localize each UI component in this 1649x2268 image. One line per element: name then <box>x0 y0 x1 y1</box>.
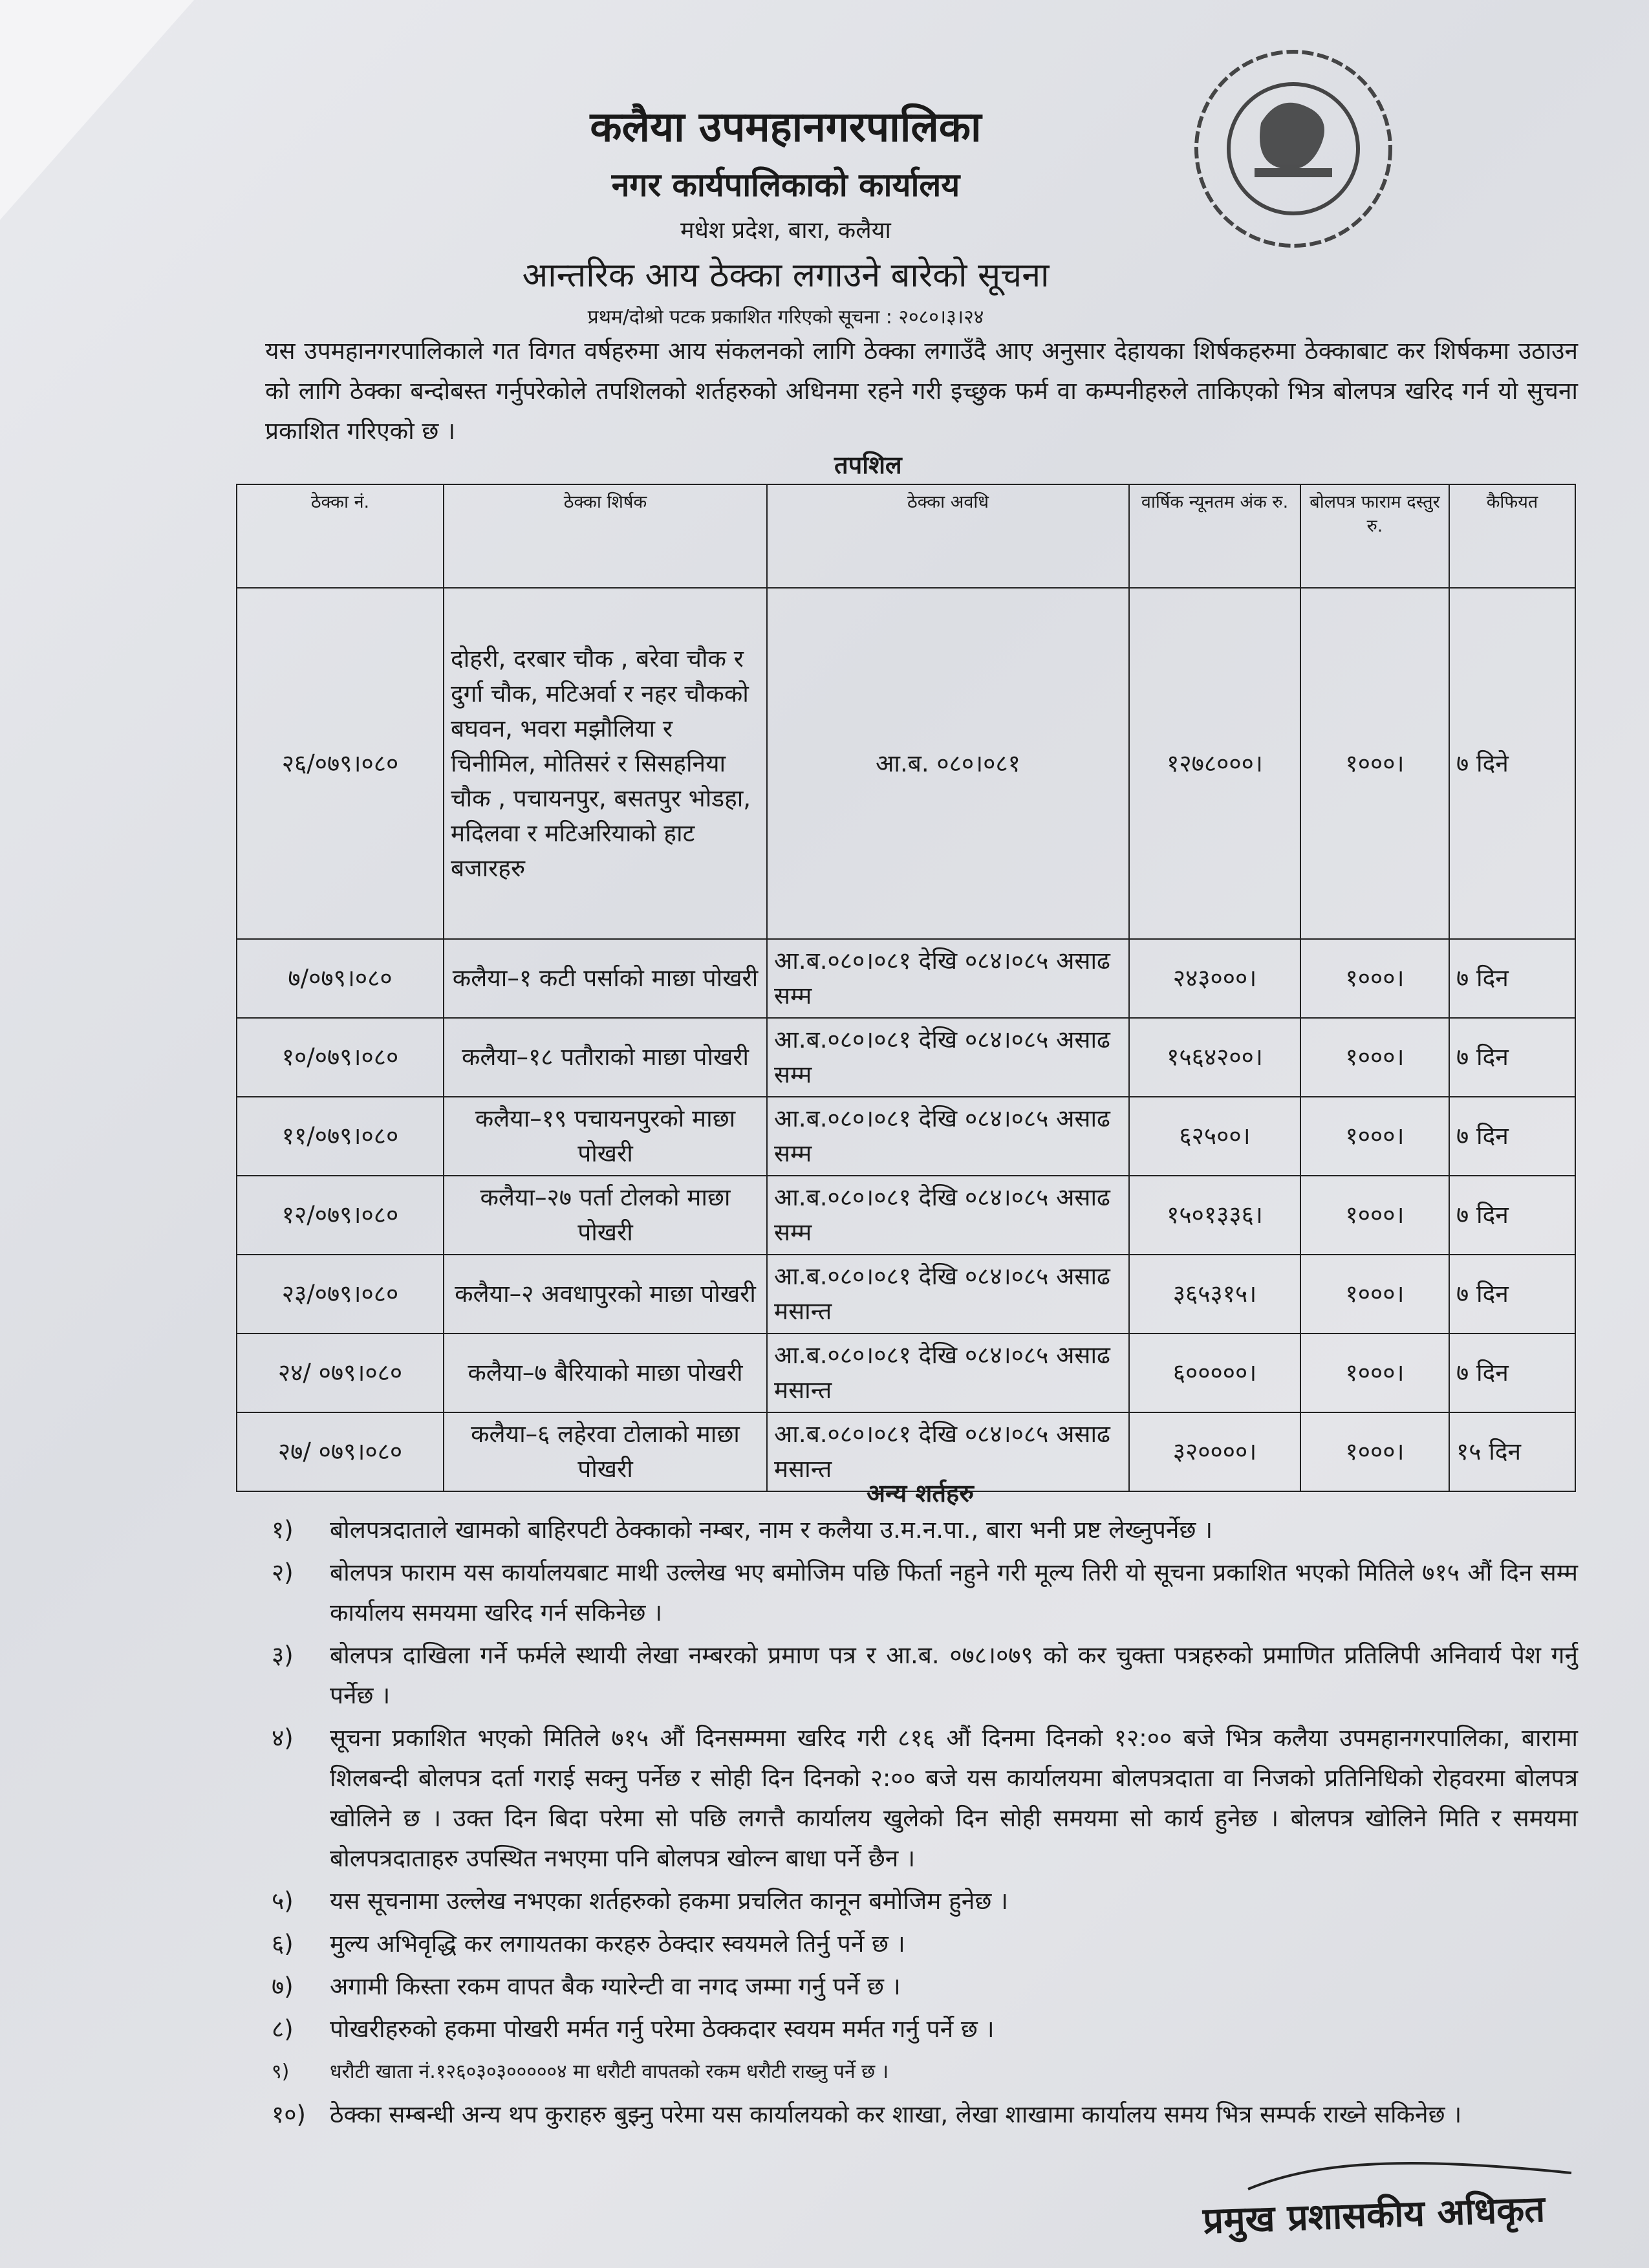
item-text: धरौटी खाता नं.१२६०३०३०००००४ मा धरौटी वापतको रकम धरौटी राख्नु पर्ने छ । <box>330 2060 889 2083</box>
tender-table <box>236 484 1576 1492</box>
cell-remarks: १५ दिन <box>1449 1412 1575 1491</box>
cell-contract-period: आ.ब.०८०।०८१ देखि ०८४।०८५ असाढ सम्म <box>767 939 1129 1018</box>
table-row <box>237 1176 1575 1255</box>
cell-contract-period: आ.ब.०८०।०८१ देखि ०८४।०८५ असाढ सम्म <box>767 1097 1129 1176</box>
cell-remarks: ७ दिन <box>1449 1176 1575 1255</box>
cell-contract-period: आ.ब.०८०।०८१ देखि ०८४।०८५ असाढ मसान्त <box>767 1255 1129 1334</box>
notice-heading: आन्तरिक आय ठेक्का लगाउने बारेको सूचना <box>522 256 1050 295</box>
table-row <box>237 939 1575 1018</box>
list-item <box>272 1881 1578 1921</box>
table-row <box>237 1097 1575 1176</box>
cell-remarks: ७ दिन <box>1449 1255 1575 1334</box>
item-text: यस सूचनामा उल्लेख नभएका शर्तहरुको हकमा प्रचलित कानून बमोजिम हुनेछ । <box>330 1887 1009 1915</box>
item-number: ९) <box>272 2060 290 2083</box>
item-text: बोलपत्र दाखिला गर्ने फर्मले स्थायी लेखा नम्बरको प्रमाण पत्र र आ.ब. ०७८।०७९ को कर चुक्ता पत्रहरुको प्रमाणित प्रतिलिपी अनिवार्य पेश गर्नु पर्नेछ । <box>330 1641 1578 1709</box>
cell-contract-no: २७/ ०७९।०८० <box>237 1412 444 1491</box>
cell-contract-no: २३/०७९।०८० <box>237 1255 444 1334</box>
publication-info: प्रथम/दोश्रो पटक प्रकाशित गरिएको सूचना : २०८०।३।२४ <box>587 306 984 329</box>
cell-contract-title: कलैया–१९ पचायनपुरको माछा पोखरी <box>444 1097 767 1176</box>
cell-contract-period: आ.ब. ०८०।०८१ <box>767 588 1129 939</box>
header-contract-title: ठेक्का शिर्षक <box>444 484 767 588</box>
conditions-list <box>272 1510 1578 2137</box>
header-contract-no: ठेक्का नं. <box>237 484 444 588</box>
item-text: सूचना प्रकाशित भएको मितिले ७१५ औं दिनसम्ममा खरिद गरी ८१६ औं दिनमा दिनको १२:०० बजे भित्र कलैया उपमहानगरपालिका, बारामा शिलबन्दी बोलपत्र दर्ता गराई सक्नु पर्नेछ र सोही दिन दिनको २:०० बजे यस कार्यालयमा बोलपत्रदाता वा निजको प्रतिनिधिको रोहवरमा बोलपत्र खोलिने छ । उक्त दिन बिदा परेमा सो पछि लगत्तै कार्यालय खुलेको दिन सोही समयमा सो कार्य हुनेछ । बोलपत्र खोलिने मिति र समयमा बोलपत्रदाताहरु उपस्थित नभएमा पनि बोलपत्र खोल्न बाधा पर्ने छैन । <box>330 1724 1578 1872</box>
municipality-title: कलैया उपमहानगरपालिका <box>590 103 982 151</box>
cell-contract-title: कलैया–१ कटी पर्साको माछा पोखरी <box>444 939 767 1018</box>
list-item <box>272 1967 1578 2007</box>
item-number: ४) <box>272 1724 294 1752</box>
cell-form-fee: १०००। <box>1300 1255 1449 1334</box>
item-text: बोलपत्र फाराम यस कार्यालयबाट माथी उल्लेख भए बमोजिम पछि फिर्ता नहुने गरी मूल्य तिरी यो सूचना प्रकाशित भएको मितिले ७१५ औं दिन सम्म कार्यालय समयमा खरिद गर्न सकिनेछ । <box>330 1559 1578 1626</box>
list-item <box>272 2095 1578 2135</box>
cell-annual-minimum: ६२५००। <box>1129 1097 1300 1176</box>
header-remarks: कैफियत <box>1449 484 1575 588</box>
cell-contract-period: आ.ब.०८०।०८१ देखि ०८४।०८५ असाढ मसान्त <box>767 1412 1129 1491</box>
cell-annual-minimum: ६०००००। <box>1129 1334 1300 1412</box>
item-number: १०) <box>272 2101 306 2128</box>
item-number: ३) <box>272 1641 294 1669</box>
table-row <box>237 1255 1575 1334</box>
table-caption: तपशिल <box>834 451 902 479</box>
office-address: मधेश प्रदेश, बारा, कलैया <box>680 217 891 244</box>
table-row <box>237 1334 1575 1412</box>
cell-contract-no: २४/ ०७९।०८० <box>237 1334 444 1412</box>
signature-title: प्रमुख प्रशासकीय अधिकृत <box>1202 2187 1546 2243</box>
item-number: ८) <box>272 2015 294 2043</box>
cell-annual-minimum: ३२००००। <box>1129 1412 1300 1491</box>
list-item <box>272 1924 1578 1964</box>
list-item <box>272 1636 1578 1716</box>
item-text: अगामी किस्ता रकम वापत बैक ग्यारेन्टी वा नगद जम्मा गर्नु पर्ने छ । <box>330 1972 901 2000</box>
item-number: २) <box>272 1559 294 1586</box>
item-number: ६) <box>272 1930 294 1958</box>
cell-contract-title: कलैया–१८ पतौराको माछा पोखरी <box>444 1018 767 1097</box>
cell-contract-title: कलैया–२७ पर्ता टोलको माछा पोखरी <box>444 1176 767 1255</box>
list-item <box>272 2009 1578 2049</box>
cell-remarks: ७ दिन <box>1449 1018 1575 1097</box>
list-item <box>272 1718 1578 1879</box>
table-header-row <box>237 484 1575 588</box>
cell-contract-no: १०/०७९।०८० <box>237 1018 444 1097</box>
item-number: ७) <box>272 1972 294 2000</box>
cell-remarks: ७ दिन <box>1449 1334 1575 1412</box>
cell-contract-title: दोहरी, दरबार चौक , बरेवा चौक र दुर्गा चौक, मटिअर्वा र नहर चौकको बघवन, भवरा मझौलिया र चिनीमिल, मोतिसरं र सिसहनिया चौक , पचायनपुर, बसतपुर भोडहा, मदिलवा र मटिअरियाको हाट बजारहरु <box>444 588 767 939</box>
list-item <box>272 1510 1578 1550</box>
cell-annual-minimum: १५०१३३६। <box>1129 1176 1300 1255</box>
item-text: बोलपत्रदाताले खामको बाहिरपटी ठेक्काको नम्बर, नाम र कलैया उ.म.न.पा., बारा भनी प्रष्ट लेख्नुपर्नेछ । <box>330 1516 1213 1544</box>
header-annual-minimum: वार्षिक न्यूनतम अंक रु. <box>1129 484 1300 588</box>
table-row <box>237 588 1575 939</box>
table-row <box>237 1018 1575 1097</box>
item-number: ५) <box>272 1887 294 1915</box>
list-item <box>272 2052 1578 2092</box>
cell-contract-title: कलैया–६ लहेरवा टोलाको माछा पोखरी <box>444 1412 767 1491</box>
cell-contract-no: ११/०७९।०८० <box>237 1097 444 1176</box>
cell-form-fee: १०००। <box>1300 1334 1449 1412</box>
intro-paragraph: यस उपमहानगरपालिकाले गत विगत वर्षहरुमा आय संकलनको लागि ठेक्का लगाउँदै आए अनुसार देहायका शिर्षकहरुमा ठेक्काबाट कर शिर्षकमा उठाउन को लागि ठेक्का बन्दोबस्त गर्नुपरेकोले तपशिलको शर्तहरुको अधिनमा रहने गरी इच्छुक फर्म वा कम्पनीहरुले ताकिएको भित्र बोलपत्र खरिद गर्न यो सुचना प्रकाशित गरिएको छ । <box>265 337 1578 445</box>
item-text: ठेक्का सम्बन्धी अन्य थप कुराहरु बुझ्नु परेमा यस कार्यालयको कर शाखा, लेखा शाखामा कार्यालय समय भित्र सम्पर्क राख्ने सकिनेछ । <box>330 2101 1462 2128</box>
cell-contract-title: कलैया–७ बैरियाको माछा पोखरी <box>444 1334 767 1412</box>
list-item <box>272 1553 1578 1633</box>
cell-form-fee: १०००। <box>1300 1018 1449 1097</box>
cell-remarks: ७ दिने <box>1449 588 1575 939</box>
item-text: पोखरीहरुको हकमा पोखरी मर्मत गर्नु परेमा ठेक्कदार स्वयम मर्मत गर्नु पर्ने छ । <box>330 2015 995 2043</box>
item-number: १) <box>272 1516 294 1544</box>
conditions-heading: अन्य शर्तहरु <box>867 1479 974 1507</box>
header-contract-period: ठेक्का अवधि <box>767 484 1129 588</box>
cell-annual-minimum: २४३०००। <box>1129 939 1300 1018</box>
cell-contract-no: १२/०७९।०८० <box>237 1176 444 1255</box>
cell-remarks: ७ दिन <box>1449 939 1575 1018</box>
cell-contract-period: आ.ब.०८०।०८१ देखि ०८४।०८५ असाढ मसान्त <box>767 1334 1129 1412</box>
item-text: मुल्य अभिवृद्धि कर लगायतका करहरु ठेक्दार स्वयमले तिर्नु पर्ने छ । <box>330 1930 905 1958</box>
office-name: नगर कार्यपालिकाको कार्यालय <box>611 166 960 204</box>
cell-form-fee: १०००। <box>1300 1412 1449 1491</box>
cell-form-fee: १०००। <box>1300 588 1449 939</box>
cell-contract-period: आ.ब.०८०।०८१ देखि ०८४।०८५ असाढ सम्म <box>767 1018 1129 1097</box>
cell-annual-minimum: १५६४२००। <box>1129 1018 1300 1097</box>
cell-contract-no: २६/०७९।०८० <box>237 588 444 939</box>
cell-contract-title: कलैया–२ अवधापुरको माछा पोखरी <box>444 1255 767 1334</box>
cell-remarks: ७ दिन <box>1449 1097 1575 1176</box>
cell-annual-minimum: ३६५३१५। <box>1129 1255 1300 1334</box>
cell-form-fee: १०००। <box>1300 1176 1449 1255</box>
cell-annual-minimum: १२७८०००। <box>1129 588 1300 939</box>
cell-form-fee: १०००। <box>1300 1097 1449 1176</box>
cell-contract-period: आ.ब.०८०।०८१ देखि ०८४।०८५ असाढ सम्म <box>767 1176 1129 1255</box>
cell-form-fee: १०००। <box>1300 939 1449 1018</box>
cell-contract-no: ७/०७९।०८० <box>237 939 444 1018</box>
header-form-fee: बोलपत्र फाराम दस्तुर रु. <box>1300 484 1449 588</box>
